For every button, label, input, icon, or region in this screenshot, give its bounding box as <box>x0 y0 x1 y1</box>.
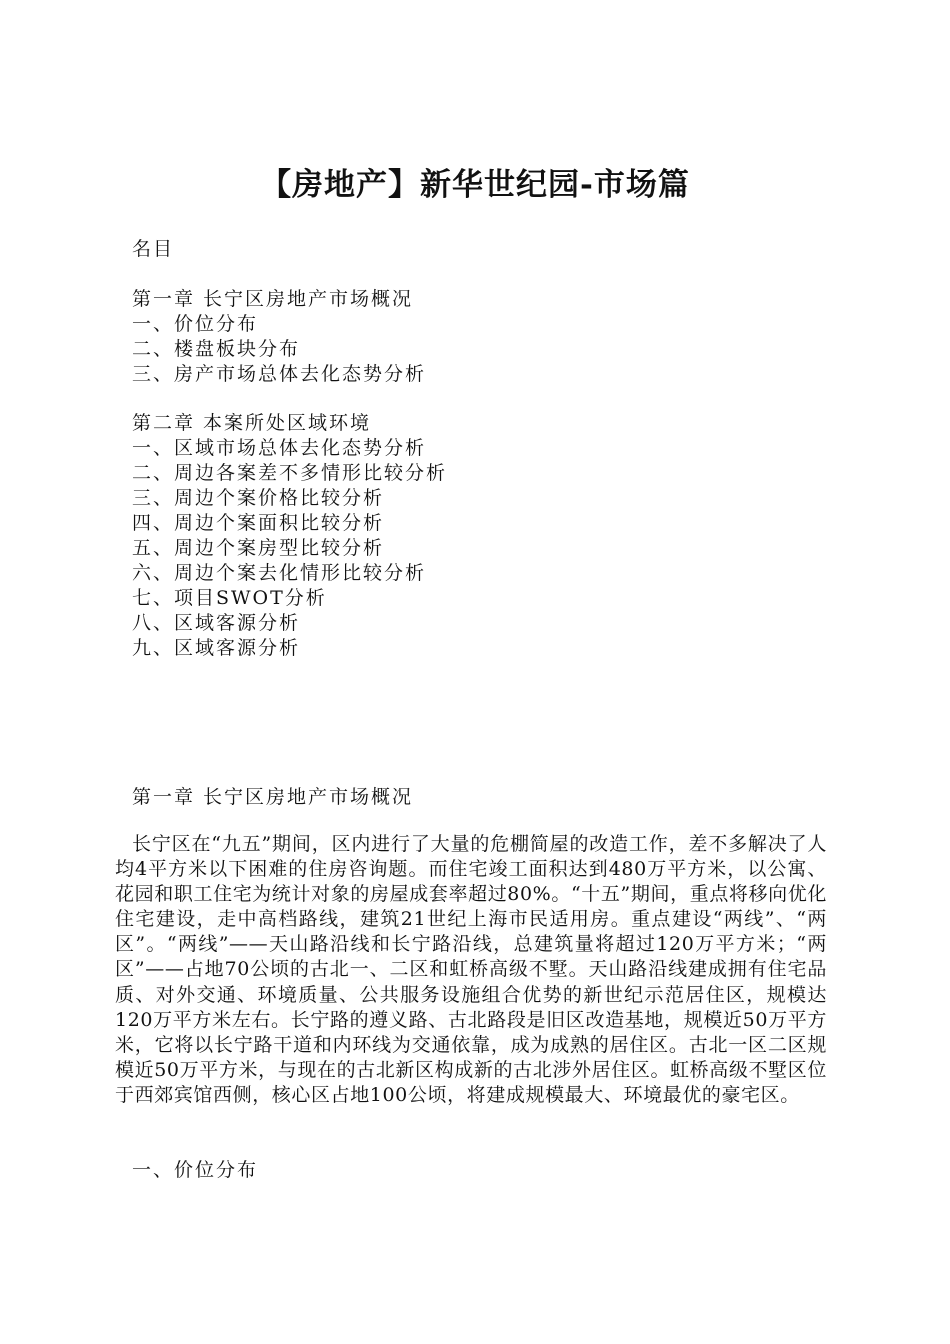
document-title: 【房地产】新华世纪园-市场篇 <box>260 167 690 203</box>
toc-item: 二、楼盘板块分布 <box>132 338 301 360</box>
toc-item: 八、区域客源分析 <box>132 612 301 634</box>
toc-item: 三、房产市场总体去化态势分析 <box>132 363 427 385</box>
chapter-1-heading: 第一章 长宁区房地产市场概况 <box>132 786 414 808</box>
toc-chapter-title: 第二章 本案所处区域环境 <box>132 412 372 434</box>
toc-item: 一、价位分布 <box>132 313 259 335</box>
toc-item: 五、周边个案房型比较分析 <box>132 537 385 559</box>
toc-heading: 名目 <box>132 238 175 260</box>
toc-chapter-1 <box>132 287 426 387</box>
toc-item: 七、项目SWOT分析 <box>132 587 327 609</box>
section-1-heading: 一、价位分布 <box>132 1159 259 1181</box>
chapter-1-paragraph: 长宁区在“九五”期间，区内进行了大量的危棚简屋的改造工作，差不多解决了人均4平方米以下困难的住房咨询题。而住宅竣工面积达到480万平方米，以公寓、花园和职工住宅为统计对象的房屋成套率超过80%。“十五”期间，重点将移向优化住宅建设，走中高档路线，建筑21世纪上海市民适用房。重点建设“两线”、“两区”。“两线”——天山路沿线和长宁路沿线，总建筑量将超过120万平方米；“两区”——占地70公顷的古北一、二区和虹桥高级不墅。天山路沿线建成拥有住宅品质、对外交通、环境质量、公共服务设施组合优势的新世纪示范居住区，规模达120万平方米左右。长宁路的遵义路、古北路段是旧区改造基地，规模近50万平方米，它将以长宁路干道和内环线为交通依靠，成为成熟的居住区。古北一区二区规模近50万平方米，与现在的古北新区构成新的古北涉外居住区。虹桥高级不墅区位于西郊宾馆西侧，核心区占地100公顷，将建成规模最大、环境最优的豪宅区。 <box>115 833 827 1106</box>
toc-item: 九、区域客源分析 <box>132 637 301 659</box>
toc-chapter-2 <box>132 411 447 661</box>
toc-item: 三、周边个案价格比较分析 <box>132 487 385 509</box>
toc-item: 一、区域市场总体去化态势分析 <box>132 437 427 459</box>
toc-item: 六、周边个案去化情形比较分析 <box>132 562 427 584</box>
toc-item: 二、周边各案差不多情形比较分析 <box>132 462 448 484</box>
toc-item: 四、周边个案面积比较分析 <box>132 512 385 534</box>
toc-chapter-title: 第一章 长宁区房地产市场概况 <box>132 288 414 310</box>
